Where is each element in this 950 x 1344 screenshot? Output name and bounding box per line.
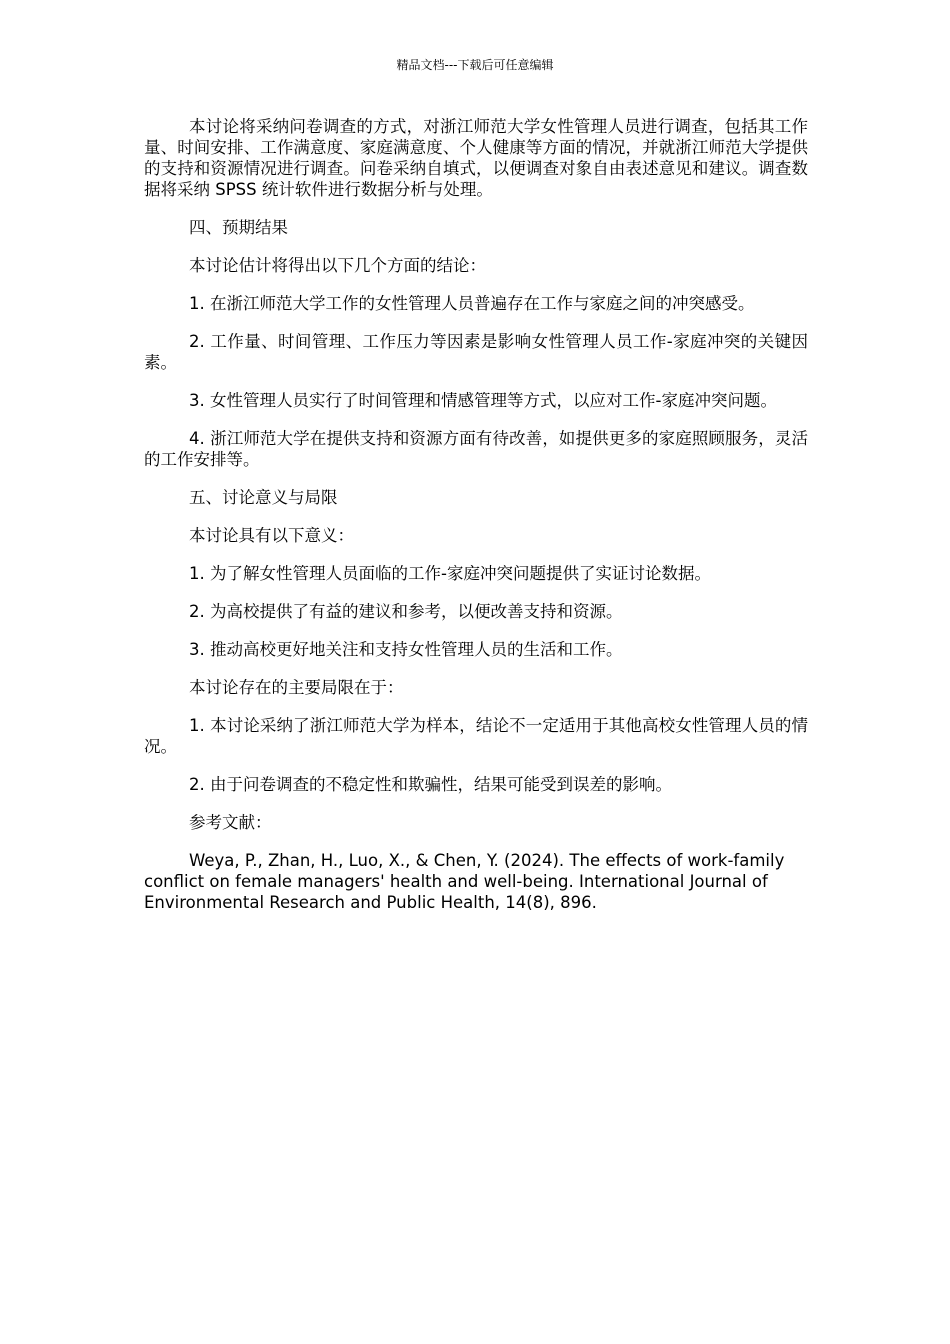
list-item-conclusion-1: 1. 在浙江师范大学工作的女性管理人员普遍存在工作与家庭之间的冲突感受。 — [189, 294, 755, 313]
list-item-conclusion-2: 2. 工作量、时间管理、工作压力等因素是影响女性管理人员工作-家庭冲突的关键因素。 — [144, 332, 808, 372]
list-item-conclusion-4: 4. 浙江师范大学在提供支持和资源方面有待改善，如提供更多的家庭照顾服务，灵活的工作安排等。 — [144, 429, 808, 469]
section-heading-expected-results: 四、预期结果 — [189, 218, 288, 237]
paragraph-conclusions-intro: 本讨论估计将得出以下几个方面的结论： — [189, 256, 486, 275]
reference-entry: Weya, P., Zhan, H., Luo, X., & Chen, Y. (2024). The effects of work-family conflict on female managers' health and well-being. International Journal of Environmental Research and Public Health, 14(8), 896. — [144, 851, 785, 912]
list-item-significance-1: 1. 为了解女性管理人员面临的工作-家庭冲突问题提供了实证讨论数据。 — [189, 564, 711, 583]
list-item-conclusion-3: 3. 女性管理人员实行了时间管理和情感管理等方式，以应对工作-家庭冲突问题。 — [189, 391, 777, 410]
paragraph-limitations-intro: 本讨论存在的主要局限在于： — [189, 678, 404, 697]
references-heading: 参考文献： — [189, 813, 272, 832]
paragraph-methodology: 本讨论将采纳问卷调查的方式，对浙江师范大学女性管理人员进行调查，包括其工作量、时间安排、工作满意度、家庭满意度、个人健康等方面的情况，并就浙江师范大学提供的支持和资源情况进行调查。问卷采纳自填式，以便调查对象自由表述意见和建议。调查数据将采纳 SPSS 统计软件进行数据分析与处理。 — [144, 117, 808, 199]
document-body — [144, 116, 808, 930]
list-item-significance-3: 3. 推动高校更好地关注和支持女性管理人员的生活和工作。 — [189, 640, 623, 659]
list-item-significance-2: 2. 为高校提供了有益的建议和参考，以便改善支持和资源。 — [189, 602, 623, 621]
list-item-limitation-1: 1. 本讨论采纳了浙江师范大学为样本，结论不一定适用于其他高校女性管理人员的情况。 — [144, 716, 808, 756]
paragraph-significance-intro: 本讨论具有以下意义： — [189, 526, 354, 545]
section-heading-significance-limitations: 五、讨论意义与局限 — [189, 488, 338, 507]
page-header: 精品文档---下载后可任意编辑 — [396, 58, 554, 72]
list-item-limitation-2: 2. 由于问卷调查的不稳定性和欺骗性，结果可能受到误差的影响。 — [189, 775, 672, 794]
